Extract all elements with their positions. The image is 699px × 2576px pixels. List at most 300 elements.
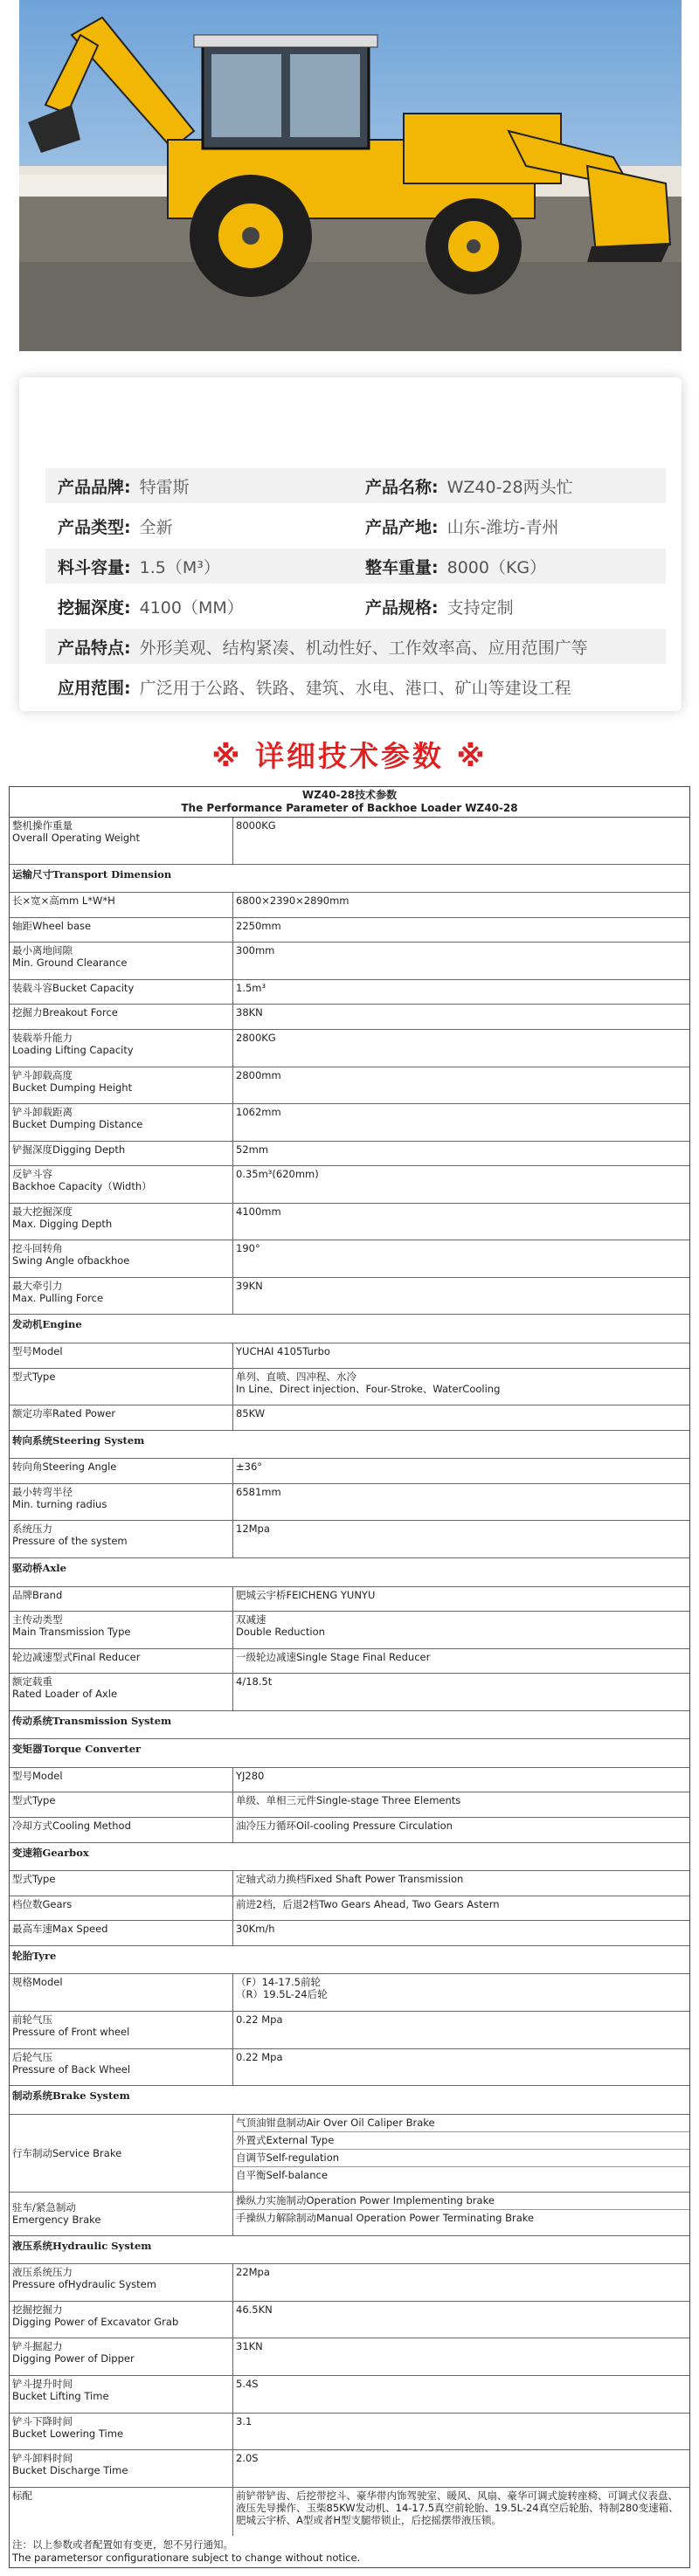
spec-row bbox=[10, 1369, 689, 1406]
spec-row bbox=[10, 1067, 689, 1105]
spec-row bbox=[10, 1921, 689, 1946]
basic-value: 广泛用于公路、铁路、建筑、水电、港口、矿山等建设工程 bbox=[139, 678, 571, 698]
spec-key-line: Bucket Discharge Time bbox=[12, 2464, 128, 2477]
spec-value bbox=[233, 1768, 689, 1792]
spec-note-row bbox=[10, 2536, 689, 2567]
spec-key bbox=[10, 2376, 233, 2413]
spec-key-line: 长×宽×高mm L*W*H bbox=[12, 894, 115, 908]
basic-value: 山东-潍坊-青州 bbox=[446, 517, 559, 537]
spec-key-line: Bucket Lowering Time bbox=[12, 2427, 124, 2440]
spec-key bbox=[10, 2012, 233, 2048]
basic-cell bbox=[45, 515, 343, 538]
spec-key-line: Pressure of Back Wheel bbox=[12, 2062, 131, 2075]
spec-key bbox=[10, 2338, 233, 2375]
spec-sub-value: 自调节Self-regulation bbox=[233, 2150, 689, 2167]
spec-key bbox=[10, 1005, 233, 1029]
spec-row bbox=[10, 1005, 689, 1030]
spec-value-line: 8000KG bbox=[236, 819, 276, 832]
basic-row bbox=[45, 589, 666, 624]
spec-key bbox=[10, 2450, 233, 2487]
spec-key-line: 转向角Steering Angle bbox=[12, 1461, 117, 1474]
hero-photo bbox=[19, 0, 682, 351]
spec-row bbox=[10, 1405, 689, 1431]
spec-value bbox=[233, 1896, 689, 1921]
spec-title-cn: WZ40-28技术参数 bbox=[301, 789, 398, 801]
spec-value-line: 2800mm bbox=[236, 1068, 281, 1081]
spec-key bbox=[10, 1030, 233, 1067]
spec-key-line: 品牌Brand bbox=[12, 1588, 63, 1601]
spec-value bbox=[233, 2193, 689, 2235]
spec-row bbox=[10, 1204, 689, 1241]
spec-value-line: 85KW bbox=[236, 1407, 266, 1420]
basic-cell bbox=[353, 555, 650, 578]
spec-key bbox=[10, 1104, 233, 1141]
spec-value bbox=[233, 818, 689, 864]
spec-key bbox=[10, 893, 233, 917]
spec-title-en: The Performance Parameter of Backhoe Loader WZ40-28 bbox=[181, 802, 518, 814]
spec-value bbox=[233, 1521, 689, 1557]
spec-key-line: 型号Model bbox=[12, 1769, 63, 1782]
spec-key-line: 最大牵引力 bbox=[12, 1279, 63, 1292]
spec-key bbox=[10, 980, 233, 1005]
spec-section-title: 驱动桥Axle bbox=[12, 1561, 66, 1574]
spec-key-line: Main Transmission Type bbox=[12, 1626, 131, 1639]
basic-cell bbox=[353, 515, 650, 538]
spec-key-line: 轴距Wheel base bbox=[12, 919, 92, 932]
spec-note-en: The parametersor configurationare subject to change without notice. bbox=[12, 2552, 361, 2565]
spec-row bbox=[10, 893, 689, 918]
spec-value-line: 2800KG bbox=[236, 1031, 276, 1044]
spec-value bbox=[233, 1459, 689, 1483]
spec-value-line: 肥城云宇桥FEICHENG YUNYU bbox=[236, 1588, 376, 1601]
spec-section-row bbox=[10, 1558, 689, 1587]
spec-value-line: 一级轮边减速Single Stage Final Reducer bbox=[236, 1650, 431, 1663]
spec-value-line: 30Km/h bbox=[236, 1923, 275, 1936]
spec-key bbox=[10, 1612, 233, 1648]
spec-row bbox=[10, 2450, 689, 2488]
spec-value bbox=[233, 1104, 689, 1141]
spec-value-line: 6800×2390×2890mm bbox=[236, 894, 350, 908]
spec-key bbox=[10, 2115, 233, 2193]
spec-value bbox=[233, 2049, 689, 2086]
spec-value-line: 前铲带铲齿、后挖带挖斗、豪华带内饰驾驶室、暖风、风扇、豪华可调式旋转座椅、可调式仪表盘、液压先导操作、玉柴85KW发动机、14-17.5真空前轮胎、19.5L-24真空后轮胎、特制280变速箱、肥城云宇桥、A型或者H型支腿带锁止，后挖摇摆带液压锁。 bbox=[236, 2489, 679, 2526]
basic-row bbox=[45, 508, 666, 543]
spec-value-line: 前进2档，后退2档Two Gears Ahead, Two Gears Astern bbox=[236, 1897, 500, 1910]
spec-value bbox=[233, 2338, 689, 2375]
spec-key bbox=[10, 1204, 233, 1240]
basic-value: 1.5（M³） bbox=[139, 557, 220, 577]
spec-key-line: Digging Power of Excavator Grab bbox=[12, 2315, 179, 2328]
spec-value-line: YUCHAI 4105Turbo bbox=[236, 1345, 330, 1357]
spec-row bbox=[10, 818, 689, 865]
spec-key bbox=[10, 2264, 233, 2301]
spec-key-line: Backhoe Capacity（Width） bbox=[12, 1180, 152, 1193]
spec-value bbox=[233, 1871, 689, 1896]
spec-row bbox=[10, 1768, 689, 1793]
spec-sub-value: 操纵力实施制动Operation Power Implementing brake bbox=[233, 2193, 689, 2210]
spec-key-line: 额定功率Rated Power bbox=[12, 1407, 116, 1420]
spec-multi-row bbox=[10, 2193, 689, 2236]
spec-key-line: 铲斗掘起力 bbox=[12, 2340, 63, 2353]
spec-row bbox=[10, 2049, 689, 2087]
spec-row bbox=[10, 1818, 689, 1843]
spec-value bbox=[233, 2414, 689, 2450]
spec-section-title: 轮胎Tyre bbox=[12, 1949, 57, 1962]
spec-key bbox=[10, 2488, 233, 2537]
spec-value-line: 2.0S bbox=[236, 2452, 259, 2465]
spec-row bbox=[10, 1521, 689, 1558]
spec-row bbox=[10, 1587, 689, 1613]
spec-value-line: In Line、Direct injection、Four-Stroke、WaterCooling bbox=[236, 1382, 501, 1395]
spec-key bbox=[10, 2414, 233, 2450]
spec-sub-value: 气顶油钳盘制动Air Over Oil Caliper Brake bbox=[233, 2115, 689, 2132]
spec-row bbox=[10, 1649, 689, 1675]
spec-value-line: （R）19.5L-24后轮 bbox=[236, 1988, 328, 2001]
spec-value bbox=[233, 2115, 689, 2193]
spec-key-line: 最高车速Max Speed bbox=[12, 1923, 108, 1936]
spec-key-line: 主传动类型 bbox=[12, 1613, 63, 1626]
spec-key-line: 铲斗下降时间 bbox=[12, 2414, 73, 2428]
spec-row bbox=[10, 2488, 689, 2537]
spec-value bbox=[233, 1792, 689, 1817]
spec-value bbox=[233, 1204, 689, 1240]
spec-value bbox=[233, 1030, 689, 1067]
spec-section-title: 制动系统Brake System bbox=[12, 2089, 130, 2103]
spec-value-line: 4100mm bbox=[236, 1205, 281, 1218]
basic-key: 挖掘深度: bbox=[58, 597, 131, 618]
spec-value bbox=[233, 1484, 689, 1521]
spec-value-line: ±36° bbox=[236, 1461, 263, 1474]
spec-key bbox=[10, 1818, 233, 1842]
spec-key bbox=[10, 2193, 233, 2235]
spec-key-line: 最小离地间隙 bbox=[12, 944, 73, 957]
spec-section-row bbox=[10, 1711, 689, 1740]
spec-value bbox=[233, 893, 689, 917]
spec-value-line: （F）14-17.5前轮 bbox=[236, 1976, 322, 1989]
spec-row bbox=[10, 1459, 689, 1484]
spec-key-line: Bucket Dumping Distance bbox=[12, 1118, 143, 1131]
spec-value-line: 2250mm bbox=[236, 919, 281, 932]
spec-value bbox=[233, 1818, 689, 1842]
spec-value-line: 300mm bbox=[236, 944, 275, 957]
backhoe-loader-illustration bbox=[19, 0, 682, 351]
spec-row bbox=[10, 980, 689, 1005]
spec-key-line: 后轮气压 bbox=[12, 2050, 52, 2063]
spec-key-line: Pressure of the system bbox=[12, 1535, 128, 1548]
spec-row bbox=[10, 918, 689, 943]
spec-row bbox=[10, 1612, 689, 1649]
spec-row bbox=[10, 2012, 689, 2049]
spec-key bbox=[10, 1369, 233, 1405]
spec-key-line: Min. turning radius bbox=[12, 1497, 107, 1510]
spec-row bbox=[10, 1974, 689, 2012]
spec-sub-value: 外置式External Type bbox=[233, 2132, 689, 2150]
spec-section-row bbox=[10, 1431, 689, 1460]
basic-value: 8000（KG） bbox=[446, 557, 547, 577]
spec-value-line: 1.5m³ bbox=[236, 981, 266, 994]
spec-key bbox=[10, 1067, 233, 1104]
spec-table-header bbox=[10, 787, 689, 818]
spec-section-title: 变速箱Gearbox bbox=[12, 1846, 89, 1859]
spec-key-line: 液压系统压力 bbox=[12, 2266, 73, 2279]
spec-value bbox=[233, 1587, 689, 1612]
spec-value bbox=[233, 943, 689, 979]
spec-key-line: 型式Type bbox=[12, 1794, 56, 1807]
basic-row bbox=[45, 468, 666, 503]
spec-value bbox=[233, 2012, 689, 2048]
spec-section-row bbox=[10, 1739, 689, 1768]
spec-key-line: Max. Digging Depth bbox=[12, 1217, 113, 1230]
spec-sub-value: 自平衡Self-balance bbox=[236, 2168, 328, 2181]
spec-key-line: Pressure of Front wheel bbox=[12, 2025, 130, 2038]
spec-section-row bbox=[10, 1843, 689, 1872]
spec-row bbox=[10, 1166, 689, 1204]
spec-key-line: 铲斗提升时间 bbox=[12, 2378, 73, 2390]
spec-key-line: 铲斗卸载高度 bbox=[12, 1068, 73, 1081]
spec-table bbox=[9, 786, 690, 2568]
spec-key bbox=[10, 1974, 233, 2011]
spec-value bbox=[233, 1142, 689, 1166]
spec-key-line: Overall Operating Weight bbox=[12, 832, 140, 844]
spec-key-line: 铲掘深度Digging Depth bbox=[12, 1143, 126, 1156]
basic-key: 产品产地: bbox=[365, 517, 439, 537]
spec-row bbox=[10, 2376, 689, 2414]
spec-key bbox=[10, 818, 233, 864]
spec-value bbox=[233, 1974, 689, 2011]
spec-key bbox=[10, 1649, 233, 1674]
spec-key-line: 型号Model bbox=[12, 1345, 63, 1357]
spec-key bbox=[10, 1240, 233, 1277]
spec-value bbox=[233, 1612, 689, 1648]
spec-key bbox=[10, 1792, 233, 1817]
spec-note-cn: 注：以上参数或者配置如有变更，恕不另行通知。 bbox=[12, 2538, 233, 2552]
spec-key-line: 冷却方式Cooling Method bbox=[12, 1820, 131, 1832]
spec-value-line: 0.35m³(620mm) bbox=[236, 1168, 319, 1181]
spec-value bbox=[233, 1405, 689, 1430]
spec-key-line: Digging Power of Dipper bbox=[12, 2352, 135, 2365]
spec-value-line: 0.22 Mpa bbox=[236, 2013, 283, 2026]
basic-value: 全新 bbox=[139, 517, 173, 537]
spec-key bbox=[10, 943, 233, 979]
spec-row bbox=[10, 1104, 689, 1142]
spec-value bbox=[233, 1343, 689, 1368]
basic-cell bbox=[45, 595, 343, 618]
spec-key-line: 型式Type bbox=[12, 1873, 56, 1886]
spec-section-row bbox=[10, 2086, 689, 2115]
spec-row bbox=[10, 1030, 689, 1067]
spec-section-title: 转向系统Steering System bbox=[12, 1433, 145, 1447]
spec-section-row bbox=[10, 865, 689, 894]
spec-section-title: 液压系统Hydraulic System bbox=[12, 2239, 152, 2252]
spec-key-line: 铲斗卸料时间 bbox=[12, 2452, 73, 2465]
spec-key bbox=[10, 1166, 233, 1203]
spec-value-line: 6581mm bbox=[236, 1485, 281, 1498]
spec-key-line: 前轮气压 bbox=[12, 2013, 52, 2026]
spec-value-line: 1062mm bbox=[236, 1106, 281, 1119]
spec-key-line: Min. Ground Clearance bbox=[12, 957, 128, 970]
spec-row bbox=[10, 1674, 689, 1711]
basic-cell bbox=[353, 474, 650, 498]
spec-value-line: 单级、单相三元件Single-stage Three Elements bbox=[236, 1794, 461, 1807]
spec-value bbox=[233, 1278, 689, 1315]
spec-key bbox=[10, 1674, 233, 1710]
spec-value bbox=[233, 980, 689, 1005]
spec-value-line: 52mm bbox=[236, 1143, 269, 1156]
spec-key bbox=[10, 1142, 233, 1166]
spec-key-line: 系统压力 bbox=[12, 1523, 52, 1536]
spec-value bbox=[233, 2302, 689, 2338]
spec-key-line: Loading Lifting Capacity bbox=[12, 1043, 134, 1056]
spec-section-title: 变矩器Torque Converter bbox=[12, 1743, 142, 1756]
spec-value-line: YJ280 bbox=[236, 1769, 265, 1782]
spec-section-row bbox=[10, 2236, 689, 2265]
basic-value: 特雷斯 bbox=[139, 477, 190, 497]
spec-row bbox=[10, 1896, 689, 1922]
spec-value bbox=[233, 2376, 689, 2413]
spec-value bbox=[233, 918, 689, 943]
spec-section-title: 传动系统Transmission System bbox=[12, 1714, 172, 1727]
spec-key bbox=[10, 1278, 233, 1315]
spec-row bbox=[10, 1792, 689, 1818]
spec-value bbox=[233, 1674, 689, 1710]
spec-section-row bbox=[10, 1315, 689, 1343]
spec-row bbox=[10, 2264, 689, 2302]
basic-cell bbox=[45, 555, 343, 578]
spec-value-line: 12Mpa bbox=[236, 1523, 270, 1536]
spec-value bbox=[233, 1067, 689, 1104]
spec-key-line: Emergency Brake bbox=[12, 2213, 101, 2227]
spec-row bbox=[10, 2338, 689, 2376]
spec-rows bbox=[10, 818, 689, 2536]
spec-key-line: 最大挖掘深度 bbox=[12, 1205, 73, 1218]
spec-key bbox=[10, 2302, 233, 2338]
spec-key bbox=[10, 1405, 233, 1430]
spec-value-line: 0.22 Mpa bbox=[236, 2050, 283, 2063]
spec-key-line: 最小转弯半径 bbox=[12, 1485, 73, 1498]
basic-key: 料斗容量: bbox=[58, 557, 131, 577]
spec-key-line: Swing Angle ofbackhoe bbox=[12, 1254, 130, 1267]
spec-value bbox=[233, 1369, 689, 1405]
spec-note bbox=[10, 2536, 363, 2567]
spec-row bbox=[10, 1484, 689, 1522]
spec-key-line: 铲斗卸载距离 bbox=[12, 1106, 73, 1119]
spec-value bbox=[233, 1005, 689, 1029]
spec-row bbox=[10, 943, 689, 980]
spec-key-line: 型式Type bbox=[12, 1370, 56, 1383]
basic-row bbox=[45, 549, 666, 584]
spec-value bbox=[233, 1921, 689, 1945]
spec-key-line: Pressure ofHydraulic System bbox=[12, 2278, 156, 2291]
spec-section-row bbox=[10, 1946, 689, 1975]
spec-key bbox=[10, 918, 233, 943]
spec-value-line: 38KN bbox=[236, 1006, 263, 1019]
spec-key-line: 额定载重 bbox=[12, 1675, 52, 1689]
spec-row bbox=[10, 1278, 689, 1316]
spec-row bbox=[10, 1871, 689, 1896]
spec-key-line: 挖掘挖掘力 bbox=[12, 2303, 63, 2316]
spec-key bbox=[10, 2049, 233, 2086]
spec-value-line: 单列、直喷、四冲程、水冷 bbox=[236, 1370, 356, 1383]
basic-value: WZ40-28两头忙 bbox=[446, 477, 573, 497]
spec-key bbox=[10, 1768, 233, 1792]
spec-row bbox=[10, 1343, 689, 1369]
basic-key: 产品品牌: bbox=[58, 477, 131, 497]
spec-key-line: 装载举升能力 bbox=[12, 1031, 73, 1044]
spec-value-line: 双减速 bbox=[236, 1613, 266, 1626]
spec-key-line: Max. Pulling Force bbox=[12, 1291, 104, 1304]
spec-key-line: 挖掘力Breakout Force bbox=[12, 1006, 118, 1019]
basic-key: 产品特点: bbox=[58, 638, 131, 658]
spec-key-line: 挖斗回转角 bbox=[12, 1242, 63, 1255]
spec-value-line: 5.4S bbox=[236, 2378, 259, 2390]
basic-row-scope bbox=[45, 669, 666, 704]
spec-row bbox=[10, 2414, 689, 2451]
spec-value-line: 31KN bbox=[236, 2340, 263, 2353]
spec-section-title: 发动机Engine bbox=[12, 1318, 82, 1331]
detail-params-title: ※ 详细技术参数 ※ bbox=[211, 739, 488, 773]
basic-key: 产品名称: bbox=[365, 477, 439, 497]
spec-value bbox=[233, 1240, 689, 1277]
spec-value-line: 22Mpa bbox=[236, 2266, 270, 2279]
basic-cell bbox=[353, 595, 650, 618]
basic-key: 整车重量: bbox=[365, 557, 439, 577]
basic-value: 4100（MM） bbox=[139, 597, 244, 618]
basic-cell bbox=[45, 474, 343, 498]
spec-value bbox=[233, 2488, 689, 2537]
spec-key-line: 驻车/紧急制动 bbox=[12, 2201, 76, 2214]
spec-key-line: Rated Loader of Axle bbox=[12, 1688, 118, 1701]
spec-key-line: 轮边减速型式Final Reducer bbox=[12, 1650, 141, 1663]
spec-value-line: 4/18.5t bbox=[236, 1675, 273, 1689]
spec-row bbox=[10, 1240, 689, 1278]
spec-key bbox=[10, 1484, 233, 1521]
spec-key bbox=[10, 1343, 233, 1368]
spec-section-title: 运输尺寸Transport Dimension bbox=[12, 867, 172, 881]
spec-key-line: 行车制动Service Brake bbox=[12, 2146, 122, 2159]
spec-value-line: 46.5KN bbox=[236, 2303, 273, 2316]
spec-value-line: 定轴式动力换档Fixed Shaft Power Transmission bbox=[236, 1873, 464, 1886]
spec-key-line: 反铲斗容 bbox=[12, 1168, 52, 1181]
basic-key: 产品类型: bbox=[58, 517, 131, 537]
spec-value-line: 190° bbox=[236, 1242, 260, 1255]
basic-key: 应用范围: bbox=[58, 678, 131, 698]
spec-key-line: Bucket Dumping Height bbox=[12, 1081, 133, 1094]
spec-key bbox=[10, 1521, 233, 1557]
basic-row-features bbox=[45, 629, 666, 664]
spec-row bbox=[10, 1142, 689, 1167]
basic-value: 外形美观、结构紧凑、机动性好、工作效率高、应用范围广等 bbox=[139, 638, 588, 658]
spec-value bbox=[233, 1649, 689, 1674]
spec-value bbox=[233, 2450, 689, 2487]
spec-key-line: 整机操作重量 bbox=[12, 819, 73, 832]
spec-key-line: 规格Model bbox=[12, 1976, 63, 1989]
spec-key bbox=[10, 1921, 233, 1945]
basic-key: 产品规格: bbox=[365, 597, 439, 618]
spec-value-line: 39KN bbox=[236, 1279, 263, 1292]
spec-key bbox=[10, 1871, 233, 1896]
spec-value-line: 3.1 bbox=[236, 2414, 253, 2428]
spec-key-line: 档位数Gears bbox=[12, 1897, 73, 1910]
spec-key bbox=[10, 1896, 233, 1921]
basic-value: 支持定制 bbox=[446, 597, 514, 618]
spec-key bbox=[10, 1459, 233, 1483]
spec-key-line: 装载斗容Bucket Capacity bbox=[12, 981, 135, 994]
spec-sub-value: 手操纵力解除制动Manual Operation Power Terminating Brake bbox=[236, 2212, 535, 2225]
spec-key-line: Bucket Lifting Time bbox=[12, 2390, 109, 2402]
spec-value bbox=[233, 1166, 689, 1203]
spec-value-line: 油冷压力循环Oil-cooling Pressure Circulation bbox=[236, 1820, 453, 1832]
spec-key-line: 标配 bbox=[12, 2489, 32, 2502]
